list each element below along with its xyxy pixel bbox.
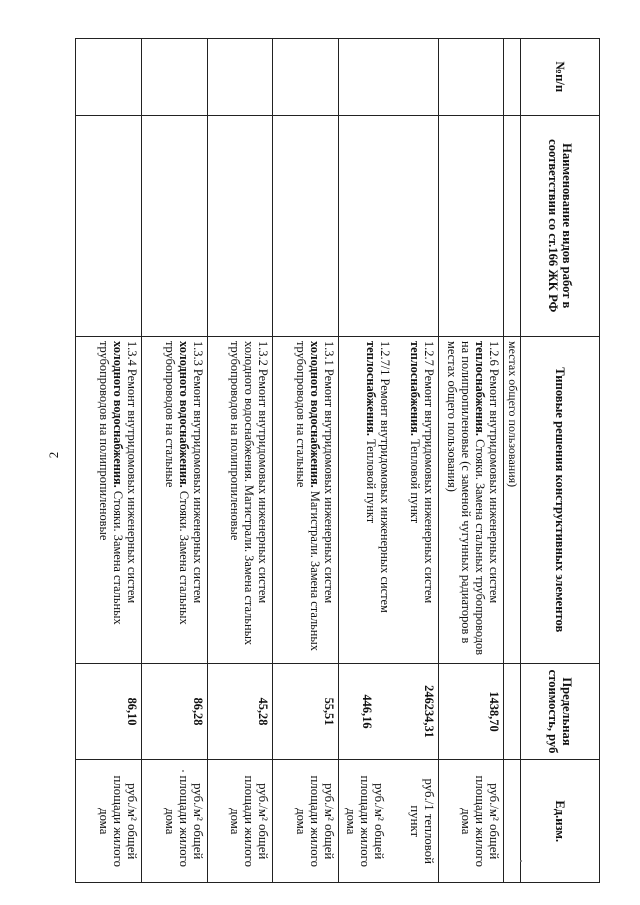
- cell-num: [207, 39, 273, 116]
- cell-work-name: [76, 115, 142, 336]
- cell-solution: [141, 336, 207, 663]
- solution-text: 1.3.3 Ремонт внутридомовых инженерных систем: [190, 340, 205, 604]
- cell-num: [273, 39, 339, 116]
- cell-cost: [76, 663, 142, 760]
- table-row: [207, 39, 273, 883]
- page-number: 2: [46, 451, 61, 459]
- solution-text: 1.2.7/1 Ремонт внутридомовых инженерных систем: [377, 340, 392, 613]
- header-unit: Ед.изм.: [520, 760, 599, 883]
- cell-num: [438, 39, 504, 116]
- table-row: [504, 39, 520, 883]
- cost-value: 45,28: [256, 697, 271, 726]
- unit-value: руб./м² общей площади жилого дома: [294, 775, 337, 867]
- unit-value: руб./м² общей площади жилого дома: [459, 775, 502, 867]
- solution-text: местах общего пользования): [505, 340, 520, 488]
- system-name-bold: холодного водоснабжения.: [308, 340, 323, 488]
- cell-unit: [273, 760, 339, 883]
- cell-work-name: [339, 115, 439, 336]
- cell-solution: [273, 336, 339, 663]
- cell-num: [141, 39, 207, 116]
- cell-work-name: [207, 115, 273, 336]
- system-name-bold: теплоснабжения.: [473, 340, 488, 436]
- solution-text: 1.3.4 Ремонт внутридомовых инженерных систем: [124, 340, 139, 604]
- cell-unit: [438, 760, 504, 883]
- header-work-name: Наименование видов работ в соответствии со ст.166 ЖК РФ: [520, 115, 599, 336]
- cell-work-name: [504, 115, 520, 336]
- table-row: [339, 39, 439, 883]
- cell-solution: [76, 336, 142, 663]
- cell-work-name: [273, 115, 339, 336]
- spacer: [400, 341, 408, 659]
- cell-unit: [141, 760, 207, 883]
- cell-num: [76, 39, 142, 116]
- cell-solution: [207, 336, 273, 663]
- cost-value: 86,10: [124, 697, 139, 726]
- cell-unit: [504, 760, 520, 883]
- cell-cost: [141, 663, 207, 760]
- table-row: [438, 39, 504, 883]
- rotated-table-sheet: [75, 38, 600, 883]
- cell-unit: [339, 760, 439, 883]
- cost-value: 246234,31: [421, 685, 436, 738]
- spacer: [392, 341, 400, 659]
- header-cost: Предельная стоимость, руб: [520, 663, 599, 760]
- cell-solution: [504, 336, 520, 663]
- table-row: [76, 39, 142, 883]
- cell-cost: [207, 663, 273, 760]
- solution-text: Стояки. Замена стальных трубопроводов на полипропиленовые: [96, 340, 125, 625]
- table-header-row: [520, 39, 599, 883]
- system-name-bold: теплоснабжения.: [363, 340, 378, 436]
- scan-speck: [182, 770, 184, 772]
- cell-cost: [339, 663, 439, 760]
- solution-text: Магистрали. Замена стальных трубопроводов на стальные: [294, 340, 323, 651]
- system-name-bold: холодного водоснабжения.: [176, 340, 191, 488]
- system-name-bold: холодного водоснабжения.: [110, 340, 125, 488]
- cell-cost: [438, 663, 504, 760]
- unit-value: руб./м² общей площади жилого дома: [228, 775, 271, 867]
- table-row: [273, 39, 339, 883]
- cell-unit: [76, 760, 142, 883]
- cell-work-name: [141, 115, 207, 336]
- cell-unit: [207, 760, 273, 883]
- unit-value-secondary: руб./м² общей площади жилого дома: [343, 775, 386, 867]
- solution-text: 1.2.6 Ремонт внутридомовых инженерных систем: [487, 340, 502, 604]
- table-row: [141, 39, 207, 883]
- system-name-bold: теплоснабжения.: [407, 340, 422, 436]
- cost-table: [75, 38, 600, 883]
- unit-value: руб./1 тепловой пункт: [407, 778, 436, 864]
- cell-solution: [438, 336, 504, 663]
- cell-num: [339, 39, 439, 116]
- solution-text: Тепловой пункт: [407, 435, 422, 524]
- solution-text: Стояки. Замена стальных трубопроводов на полипропиленовые (с заменой чугунных радиаторов в местах общего пользования): [445, 340, 488, 656]
- unit-value: руб./м² общей площади жилого дома: [162, 775, 205, 867]
- solution-text: 1.2.7 Ремонт внутридомовых инженерных систем: [421, 340, 436, 604]
- solution-text: 1.3.1 Ремонт внутридомовых инженерных систем: [322, 340, 337, 604]
- cell-cost: [504, 663, 520, 760]
- unit-value: руб./м² общей площади жилого дома: [96, 775, 139, 867]
- cell-solution: [339, 336, 439, 663]
- cell-num: [504, 39, 520, 116]
- header-solutions: Типовые решения конструктивных элементов: [520, 336, 599, 663]
- solution-text: Стояки. Замена стальных трубопроводов на стальные: [162, 340, 191, 625]
- cell-cost: [273, 663, 339, 760]
- cost-value: 55,51: [322, 697, 337, 726]
- header-num: №п/п: [520, 39, 599, 116]
- cost-value-secondary: 446,16: [359, 694, 374, 729]
- solution-text: 1.3.2 Ремонт внутридомовых инженерных систем холодного водоснабжения. Магистрали. Замена стальных трубопроводов на полипропиленовые: [228, 340, 271, 646]
- scan-speck: [520, 860, 522, 862]
- table-body: [76, 39, 521, 883]
- solution-text: Тепловой пункт: [363, 435, 378, 524]
- cost-value: 1438,70: [487, 691, 502, 732]
- cell-work-name: [438, 115, 504, 336]
- cost-value: 86,28: [190, 697, 205, 726]
